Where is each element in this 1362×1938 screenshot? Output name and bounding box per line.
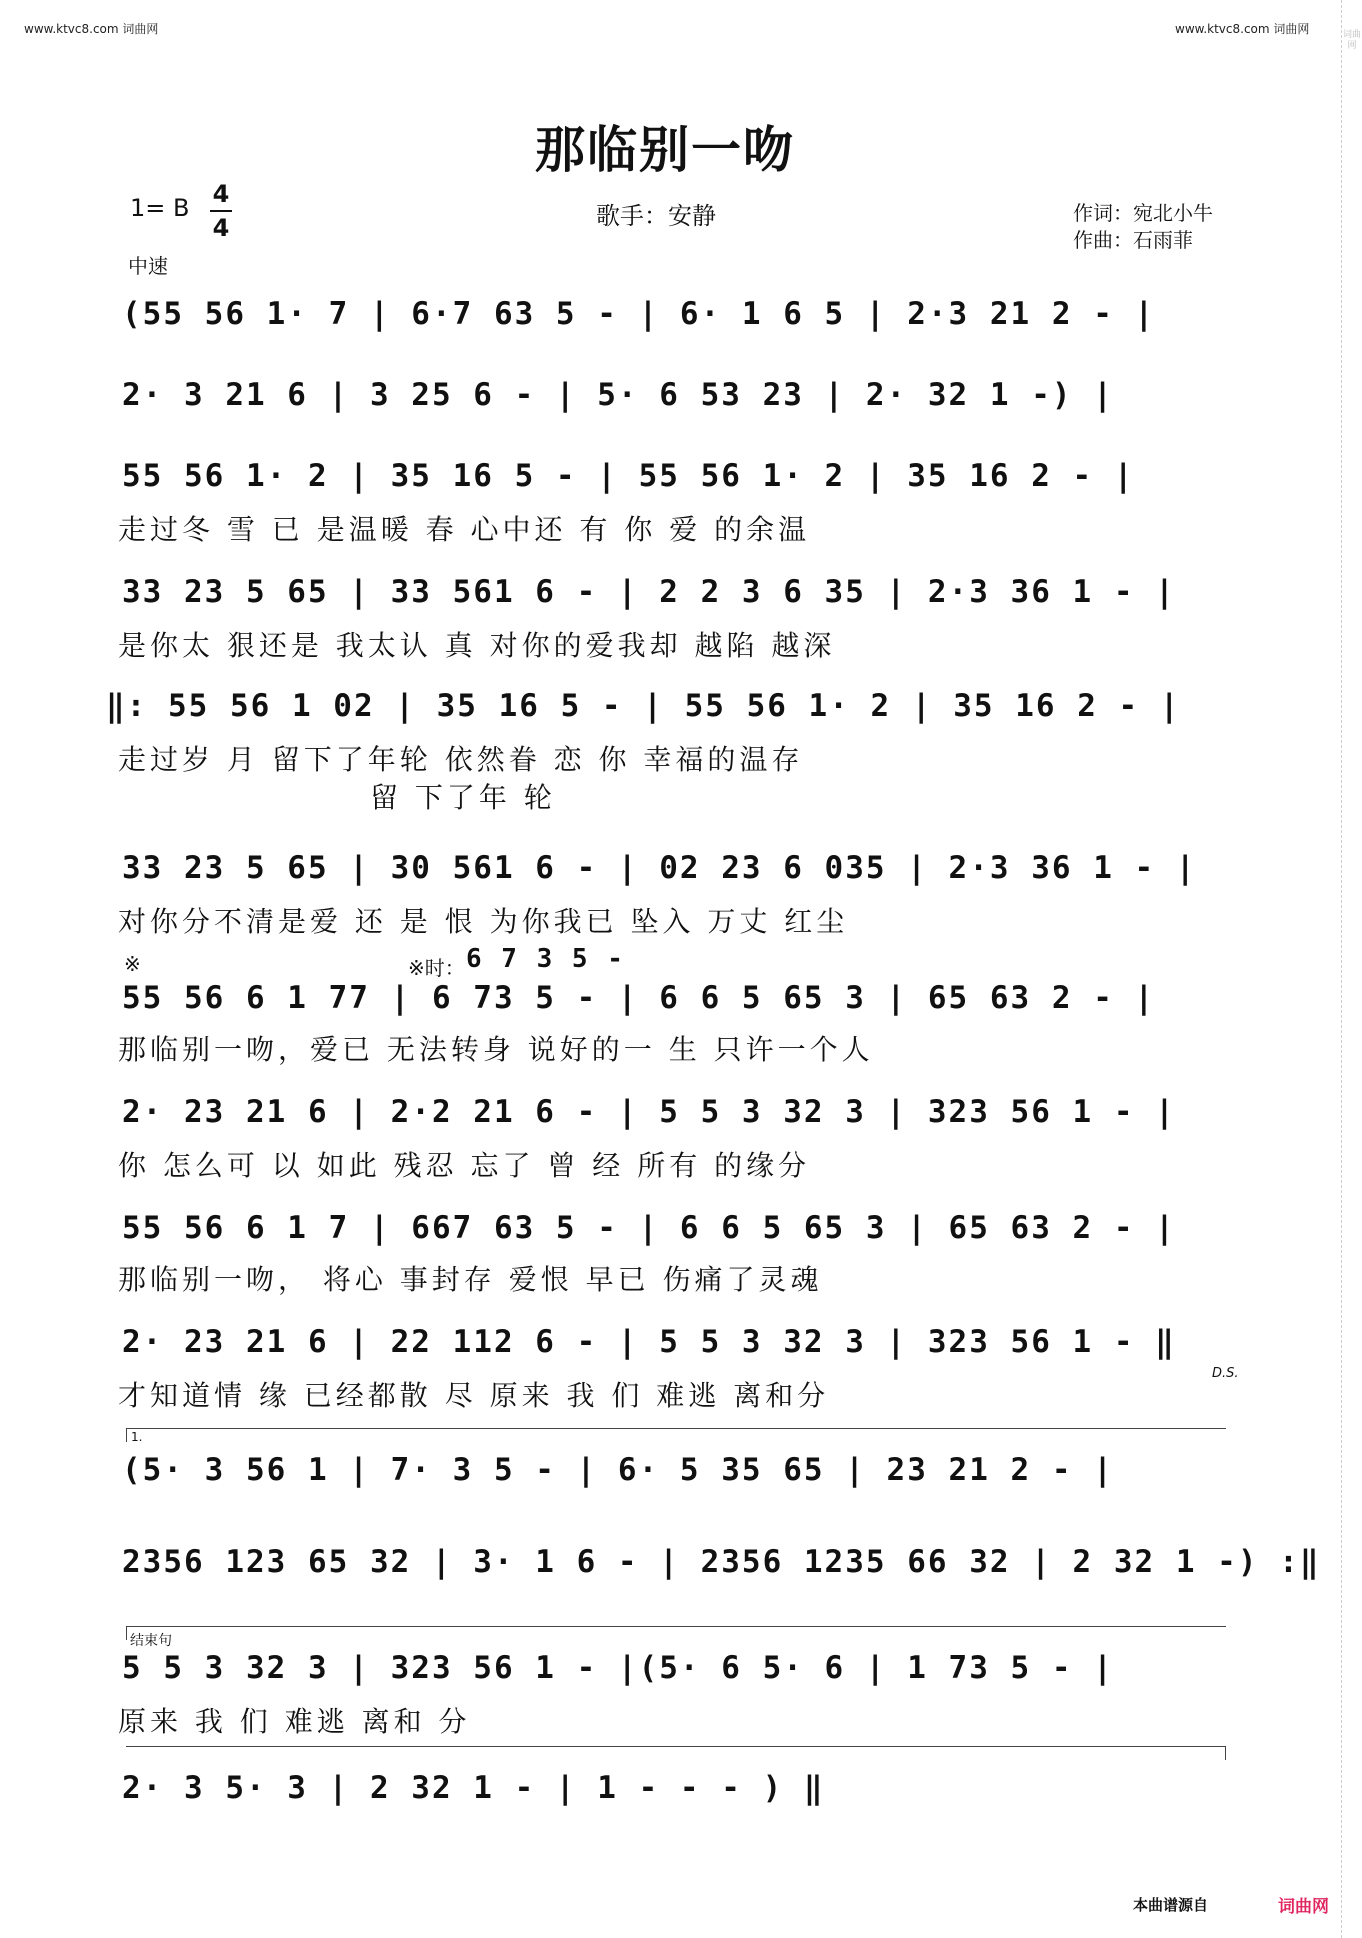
- lyricist-credit: 作词：宛北小牛: [1073, 201, 1213, 225]
- ds-mark: D.S.: [1212, 1366, 1239, 1381]
- time-signature-top: 4: [212, 180, 230, 208]
- time-signature: [210, 180, 232, 242]
- footer-brand-link[interactable]: 词曲网: [1278, 1897, 1329, 1917]
- score-row-6-notes: 33 23 5 65 | 30 561 6 - | 02 23 6 035 | 2·3 36 1 - |: [122, 850, 1197, 886]
- time-signature-bottom: 4: [212, 214, 230, 242]
- segno-mark: ※: [124, 952, 141, 976]
- volta-1-label: 1.: [131, 1430, 143, 1444]
- ending-bracket-tick: [126, 1626, 127, 1640]
- score-row-4-notes: 33 23 5 65 | 33 561 6 - | 2 2 3 6 35 | 2·3 36 1 - |: [122, 574, 1176, 610]
- ds-alternate-label: ※时：: [408, 956, 465, 980]
- score-row-2-notes: 2· 3 21 6 | 3 25 6 - | 5· 6 53 23 | 2· 32 1 -) |: [122, 377, 1114, 413]
- header-site-right: www.ktvc8.com 词曲网: [1175, 22, 1310, 36]
- song-title: 那临别一吻: [535, 121, 795, 179]
- footer-source-label: 本曲谱源自: [1133, 1896, 1209, 1914]
- score-row-3-notes: 55 56 1· 2 | 35 16 5 - | 55 56 1· 2 | 35 16 2 - |: [122, 458, 1135, 494]
- score-row-13-lyrics: 原来 我 们 难逃 离和 分: [118, 1705, 471, 1738]
- score-row-13-notes: 5 5 3 32 3 | 323 56 1 - |(5· 6 5· 6 | 1 73 5 - |: [122, 1650, 1114, 1686]
- singer-credit: 歌手：安静: [596, 202, 716, 230]
- score-row-10-notes: 2· 23 21 6 | 22 112 6 - | 5 5 3 32 3 | 323 56 1 - ‖: [122, 1324, 1176, 1360]
- volta-bracket-line: [126, 1428, 1226, 1429]
- side-watermark: 词曲网: [1342, 30, 1361, 51]
- score-row-8-notes: 2· 23 21 6 | 2·2 21 6 - | 5 5 3 32 3 | 323 56 1 - |: [122, 1094, 1176, 1130]
- score-row-5-notes: ‖: 55 56 1 02 | 35 16 5 - | 55 56 1· 2 | 35 16 2 - |: [106, 688, 1181, 724]
- ds-alternate-notes: 6 7 3 5 -: [466, 944, 625, 974]
- final-bracket-tick: [1225, 1746, 1226, 1760]
- time-signature-bar: [210, 210, 232, 212]
- tempo-marking: 中速: [128, 254, 168, 278]
- ending-bracket-line: [126, 1626, 1226, 1627]
- score-row-11-notes: (5· 3 56 1 | 7· 3 5 - | 6· 5 35 65 | 23 21 2 - |: [122, 1452, 1114, 1488]
- score-row-3-lyrics: 走过冬 雪 已 是温暖 春 心中还 有 你 爱 的余温: [118, 513, 811, 546]
- score-row-7-lyrics: 那临别一吻，爱已 无法转身 说好的一 生 只许一个人: [118, 1033, 874, 1066]
- score-row-7-notes: 55 56 6 1 77 | 6 73 5 - | 6 6 5 65 3 | 65 63 2 - |: [122, 980, 1156, 1016]
- score-row-9-lyrics: 那临别一吻， 将心 事封存 爱恨 早已 伤痛了灵魂: [118, 1263, 823, 1296]
- score-row-1-notes: (55 56 1· 7 | 6·7 63 5 - | 6· 1 6 5 | 2·3 21 2 - |: [122, 296, 1156, 332]
- key-signature: 1= B: [130, 194, 190, 222]
- final-bracket-line: [126, 1746, 1226, 1747]
- score-row-8-lyrics: 你 怎么可 以 如此 残忍 忘了 曾 经 所有 的缘分: [118, 1149, 811, 1182]
- score-row-5-lyrics-second-verse: 留 下了年 轮: [370, 781, 556, 814]
- volta-bracket-tick: [126, 1428, 127, 1442]
- ending-phrase-label: 结束句: [130, 1633, 172, 1649]
- score-row-5-lyrics: 走过岁 月 留下了年轮 依然眷 恋 你 幸福的温存: [118, 743, 804, 776]
- score-row-12-notes: 2356 123 65 32 | 3· 1 6 - | 2356 1235 66 32 | 2 32 1 -) :‖: [122, 1544, 1321, 1580]
- score-row-9-notes: 55 56 6 1 7 | 667 63 5 - | 6 6 5 65 3 | 65 63 2 - |: [122, 1210, 1176, 1246]
- score-row-4-lyrics: 是你太 狠还是 我太认 真 对你的爱我却 越陷 越深: [118, 629, 836, 662]
- score-row-6-lyrics: 对你分不清是爱 还 是 恨 为你我已 坠入 万丈 红尘: [118, 905, 849, 938]
- score-row-14-notes: 2· 3 5· 3 | 2 32 1 - | 1 - - - ) ‖: [122, 1770, 825, 1806]
- header-site-left: www.ktvc8.com 词曲网: [24, 22, 159, 36]
- side-watermark-strip: [1341, 0, 1362, 1938]
- score-row-10-lyrics: 才知道情 缘 已经都散 尽 原来 我 们 难逃 离和分: [118, 1379, 830, 1412]
- composer-credit: 作曲：石雨菲: [1073, 228, 1193, 252]
